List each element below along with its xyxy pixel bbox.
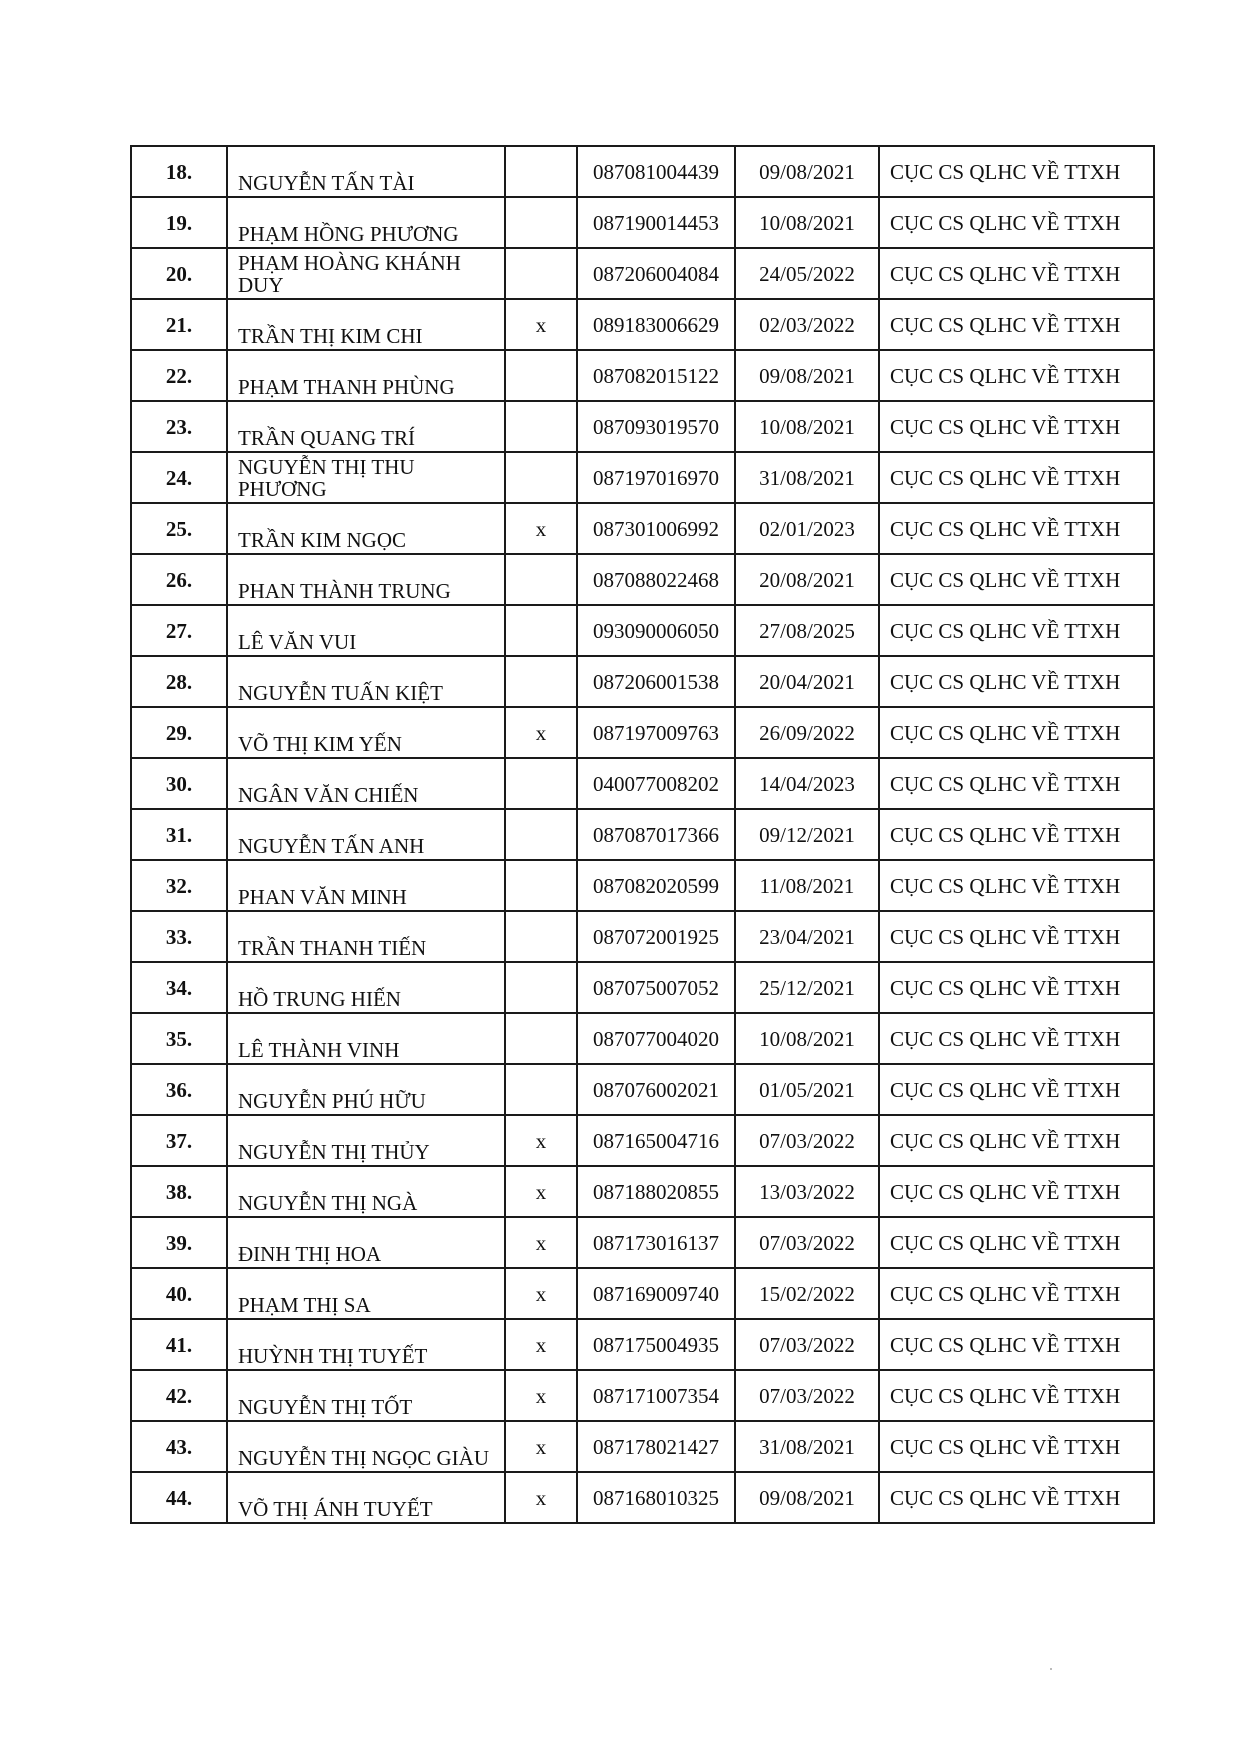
gender-mark-cell: x xyxy=(505,503,577,554)
issue-date-cell: 02/03/2022 xyxy=(735,299,879,350)
issue-date-cell: 31/08/2021 xyxy=(735,1421,879,1472)
issuing-authority-cell: CỤC CS QLHC VỀ TTXH xyxy=(879,1115,1154,1166)
issuing-authority-cell: CỤC CS QLHC VỀ TTXH xyxy=(879,656,1154,707)
gender-mark-cell: x xyxy=(505,1319,577,1370)
issuing-authority-cell: CỤC CS QLHC VỀ TTXH xyxy=(879,707,1154,758)
issuing-authority-cell: CỤC CS QLHC VỀ TTXH xyxy=(879,1472,1154,1523)
issue-date-cell: 14/04/2023 xyxy=(735,758,879,809)
issue-date-cell: 09/08/2021 xyxy=(735,350,879,401)
issuing-authority-cell: CỤC CS QLHC VỀ TTXH xyxy=(879,452,1154,503)
issue-date-cell: 10/08/2021 xyxy=(735,1013,879,1064)
table-row xyxy=(131,1115,1154,1166)
scan-speck xyxy=(1050,1668,1052,1670)
full-name-cell: VÕ THỊ KIM YẾN xyxy=(227,707,505,758)
full-name-cell: NGUYỄN TẤN TÀI xyxy=(227,146,505,197)
issue-date-cell: 10/08/2021 xyxy=(735,401,879,452)
issue-date-cell: 10/08/2021 xyxy=(735,197,879,248)
issuing-authority-cell: CỤC CS QLHC VỀ TTXH xyxy=(879,554,1154,605)
table-row xyxy=(131,656,1154,707)
full-name-cell: NGUYỄN TUẤN KIỆT xyxy=(227,656,505,707)
full-name-cell: ĐINH THỊ HOA xyxy=(227,1217,505,1268)
row-number-cell: 18. xyxy=(131,146,227,197)
gender-mark-cell xyxy=(505,401,577,452)
id-number-cell: 087081004439 xyxy=(577,146,735,197)
gender-mark-cell: x xyxy=(505,1421,577,1472)
issuing-authority-cell: CỤC CS QLHC VỀ TTXH xyxy=(879,350,1154,401)
issuing-authority-cell: CỤC CS QLHC VỀ TTXH xyxy=(879,299,1154,350)
gender-mark-cell xyxy=(505,452,577,503)
table-row xyxy=(131,197,1154,248)
id-number-cell: 087190014453 xyxy=(577,197,735,248)
issue-date-cell: 13/03/2022 xyxy=(735,1166,879,1217)
issue-date-cell: 07/03/2022 xyxy=(735,1115,879,1166)
full-name-cell: PHẠM THỊ SA xyxy=(227,1268,505,1319)
id-number-cell: 087173016137 xyxy=(577,1217,735,1268)
id-number-cell: 087168010325 xyxy=(577,1472,735,1523)
id-number-cell: 040077008202 xyxy=(577,758,735,809)
row-number-cell: 22. xyxy=(131,350,227,401)
row-number-cell: 42. xyxy=(131,1370,227,1421)
row-number-cell: 28. xyxy=(131,656,227,707)
row-number-cell: 44. xyxy=(131,1472,227,1523)
id-number-cell: 087077004020 xyxy=(577,1013,735,1064)
row-number-cell: 41. xyxy=(131,1319,227,1370)
id-number-cell: 087206001538 xyxy=(577,656,735,707)
issuing-authority-cell: CỤC CS QLHC VỀ TTXH xyxy=(879,860,1154,911)
id-number-cell: 087188020855 xyxy=(577,1166,735,1217)
id-number-cell: 093090006050 xyxy=(577,605,735,656)
gender-mark-cell xyxy=(505,911,577,962)
issue-date-cell: 23/04/2021 xyxy=(735,911,879,962)
row-number-cell: 36. xyxy=(131,1064,227,1115)
table-row xyxy=(131,605,1154,656)
issue-date-cell: 27/08/2025 xyxy=(735,605,879,656)
issue-date-cell: 02/01/2023 xyxy=(735,503,879,554)
table-row xyxy=(131,809,1154,860)
id-number-cell: 087076002021 xyxy=(577,1064,735,1115)
row-number-cell: 37. xyxy=(131,1115,227,1166)
row-number-cell: 29. xyxy=(131,707,227,758)
full-name-cell: PHAN THÀNH TRUNG xyxy=(227,554,505,605)
table-row xyxy=(131,707,1154,758)
table-row xyxy=(131,1166,1154,1217)
full-name-cell: VÕ THỊ ÁNH TUYẾT xyxy=(227,1472,505,1523)
full-name-cell: NGÂN VĂN CHIẾN xyxy=(227,758,505,809)
gender-mark-cell xyxy=(505,554,577,605)
issue-date-cell: 24/05/2022 xyxy=(735,248,879,299)
issuing-authority-cell: CỤC CS QLHC VỀ TTXH xyxy=(879,1370,1154,1421)
id-number-cell: 087206004084 xyxy=(577,248,735,299)
gender-mark-cell xyxy=(505,605,577,656)
row-number-cell: 39. xyxy=(131,1217,227,1268)
issue-date-cell: 09/08/2021 xyxy=(735,1472,879,1523)
row-number-cell: 38. xyxy=(131,1166,227,1217)
full-name-cell: HỒ TRUNG HIẾN xyxy=(227,962,505,1013)
table-row xyxy=(131,248,1154,299)
id-number-cell: 087169009740 xyxy=(577,1268,735,1319)
full-name-cell: TRẦN QUANG TRÍ xyxy=(227,401,505,452)
gender-mark-cell: x xyxy=(505,1472,577,1523)
gender-mark-cell: x xyxy=(505,1166,577,1217)
issuing-authority-cell: CỤC CS QLHC VỀ TTXH xyxy=(879,1013,1154,1064)
table-row xyxy=(131,962,1154,1013)
issuing-authority-cell: CỤC CS QLHC VỀ TTXH xyxy=(879,911,1154,962)
full-name-cell: TRẦN KIM NGỌC xyxy=(227,503,505,554)
table-row xyxy=(131,299,1154,350)
issue-date-cell: 11/08/2021 xyxy=(735,860,879,911)
issuing-authority-cell: CỤC CS QLHC VỀ TTXH xyxy=(879,1421,1154,1472)
issuing-authority-cell: CỤC CS QLHC VỀ TTXH xyxy=(879,401,1154,452)
issuing-authority-cell: CỤC CS QLHC VỀ TTXH xyxy=(879,1064,1154,1115)
gender-mark-cell xyxy=(505,248,577,299)
table-row xyxy=(131,1421,1154,1472)
issuing-authority-cell: CỤC CS QLHC VỀ TTXH xyxy=(879,962,1154,1013)
table-row xyxy=(131,758,1154,809)
full-name-cell: PHAN VĂN MINH xyxy=(227,860,505,911)
table-row xyxy=(131,1013,1154,1064)
table-row xyxy=(131,350,1154,401)
issue-date-cell: 20/08/2021 xyxy=(735,554,879,605)
full-name-cell: PHẠM THANH PHÙNG xyxy=(227,350,505,401)
table-row xyxy=(131,1472,1154,1523)
issue-date-cell: 15/02/2022 xyxy=(735,1268,879,1319)
id-number-cell: 087171007354 xyxy=(577,1370,735,1421)
gender-mark-cell xyxy=(505,758,577,809)
issue-date-cell: 07/03/2022 xyxy=(735,1370,879,1421)
id-number-cell: 087175004935 xyxy=(577,1319,735,1370)
full-name-cell: NGUYỄN THỊ TỐT xyxy=(227,1370,505,1421)
issuing-authority-cell: CỤC CS QLHC VỀ TTXH xyxy=(879,1268,1154,1319)
issuing-authority-cell: CỤC CS QLHC VỀ TTXH xyxy=(879,758,1154,809)
full-name-cell: NGUYỄN THỊ NGÀ xyxy=(227,1166,505,1217)
gender-mark-cell xyxy=(505,962,577,1013)
row-number-cell: 34. xyxy=(131,962,227,1013)
full-name-cell: TRẦN THANH TIẾN xyxy=(227,911,505,962)
row-number-cell: 19. xyxy=(131,197,227,248)
row-number-cell: 26. xyxy=(131,554,227,605)
gender-mark-cell: x xyxy=(505,1115,577,1166)
id-number-cell: 087087017366 xyxy=(577,809,735,860)
row-number-cell: 25. xyxy=(131,503,227,554)
issuing-authority-cell: CỤC CS QLHC VỀ TTXH xyxy=(879,503,1154,554)
issuing-authority-cell: CỤC CS QLHC VỀ TTXH xyxy=(879,146,1154,197)
row-number-cell: 33. xyxy=(131,911,227,962)
gender-mark-cell xyxy=(505,860,577,911)
issue-date-cell: 01/05/2021 xyxy=(735,1064,879,1115)
table-row xyxy=(131,503,1154,554)
table-row xyxy=(131,146,1154,197)
id-number-cell: 087075007052 xyxy=(577,962,735,1013)
row-number-cell: 43. xyxy=(131,1421,227,1472)
full-name-cell: TRẦN THỊ KIM CHI xyxy=(227,299,505,350)
id-number-cell: 087197016970 xyxy=(577,452,735,503)
full-name-cell: PHẠM HOÀNG KHÁNH DUY xyxy=(227,248,505,299)
id-number-cell: 087088022468 xyxy=(577,554,735,605)
id-number-cell: 087165004716 xyxy=(577,1115,735,1166)
row-number-cell: 21. xyxy=(131,299,227,350)
gender-mark-cell: x xyxy=(505,707,577,758)
table-row xyxy=(131,1370,1154,1421)
gender-mark-cell: x xyxy=(505,1370,577,1421)
gender-mark-cell xyxy=(505,656,577,707)
issue-date-cell: 09/12/2021 xyxy=(735,809,879,860)
issue-date-cell: 31/08/2021 xyxy=(735,452,879,503)
issuing-authority-cell: CỤC CS QLHC VỀ TTXH xyxy=(879,197,1154,248)
full-name-cell: PHẠM HỒNG PHƯƠNG xyxy=(227,197,505,248)
table-row xyxy=(131,452,1154,503)
roster-table-body xyxy=(131,146,1154,1523)
full-name-cell: NGUYỄN PHÚ HỮU xyxy=(227,1064,505,1115)
id-number-cell: 087093019570 xyxy=(577,401,735,452)
table-row xyxy=(131,1064,1154,1115)
table-row xyxy=(131,401,1154,452)
id-number-cell: 087178021427 xyxy=(577,1421,735,1472)
gender-mark-cell xyxy=(505,1064,577,1115)
issue-date-cell: 07/03/2022 xyxy=(735,1217,879,1268)
table-row xyxy=(131,1217,1154,1268)
gender-mark-cell xyxy=(505,146,577,197)
id-number-cell: 087197009763 xyxy=(577,707,735,758)
full-name-cell: NGUYỄN THỊ NGỌC GIÀU xyxy=(227,1421,505,1472)
full-name-cell: LÊ THÀNH VINH xyxy=(227,1013,505,1064)
gender-mark-cell: x xyxy=(505,1268,577,1319)
full-name-cell: NGUYỄN TẤN ANH xyxy=(227,809,505,860)
issuing-authority-cell: CỤC CS QLHC VỀ TTXH xyxy=(879,605,1154,656)
id-number-cell: 087072001925 xyxy=(577,911,735,962)
gender-mark-cell xyxy=(505,1013,577,1064)
id-number-cell: 087082020599 xyxy=(577,860,735,911)
table-row xyxy=(131,860,1154,911)
row-number-cell: 35. xyxy=(131,1013,227,1064)
row-number-cell: 20. xyxy=(131,248,227,299)
full-name-cell: HUỲNH THỊ TUYẾT xyxy=(227,1319,505,1370)
gender-mark-cell: x xyxy=(505,299,577,350)
gender-mark-cell xyxy=(505,350,577,401)
row-number-cell: 24. xyxy=(131,452,227,503)
table-row xyxy=(131,911,1154,962)
issue-date-cell: 26/09/2022 xyxy=(735,707,879,758)
row-number-cell: 30. xyxy=(131,758,227,809)
issuing-authority-cell: CỤC CS QLHC VỀ TTXH xyxy=(879,809,1154,860)
table-row xyxy=(131,1319,1154,1370)
id-number-cell: 087301006992 xyxy=(577,503,735,554)
issuing-authority-cell: CỤC CS QLHC VỀ TTXH xyxy=(879,248,1154,299)
issue-date-cell: 25/12/2021 xyxy=(735,962,879,1013)
id-number-cell: 089183006629 xyxy=(577,299,735,350)
issuing-authority-cell: CỤC CS QLHC VỀ TTXH xyxy=(879,1166,1154,1217)
id-number-cell: 087082015122 xyxy=(577,350,735,401)
table-row xyxy=(131,1268,1154,1319)
row-number-cell: 23. xyxy=(131,401,227,452)
row-number-cell: 31. xyxy=(131,809,227,860)
table-row xyxy=(131,554,1154,605)
roster-table xyxy=(130,145,1155,1524)
row-number-cell: 27. xyxy=(131,605,227,656)
full-name-cell: NGUYỄN THỊ THỦY xyxy=(227,1115,505,1166)
row-number-cell: 32. xyxy=(131,860,227,911)
row-number-cell: 40. xyxy=(131,1268,227,1319)
full-name-cell: LÊ VĂN VUI xyxy=(227,605,505,656)
full-name-cell: NGUYỄN THỊ THU PHƯƠNG xyxy=(227,452,505,503)
gender-mark-cell xyxy=(505,809,577,860)
issue-date-cell: 20/04/2021 xyxy=(735,656,879,707)
issue-date-cell: 09/08/2021 xyxy=(735,146,879,197)
gender-mark-cell: x xyxy=(505,1217,577,1268)
issuing-authority-cell: CỤC CS QLHC VỀ TTXH xyxy=(879,1319,1154,1370)
issuing-authority-cell: CỤC CS QLHC VỀ TTXH xyxy=(879,1217,1154,1268)
issue-date-cell: 07/03/2022 xyxy=(735,1319,879,1370)
gender-mark-cell xyxy=(505,197,577,248)
